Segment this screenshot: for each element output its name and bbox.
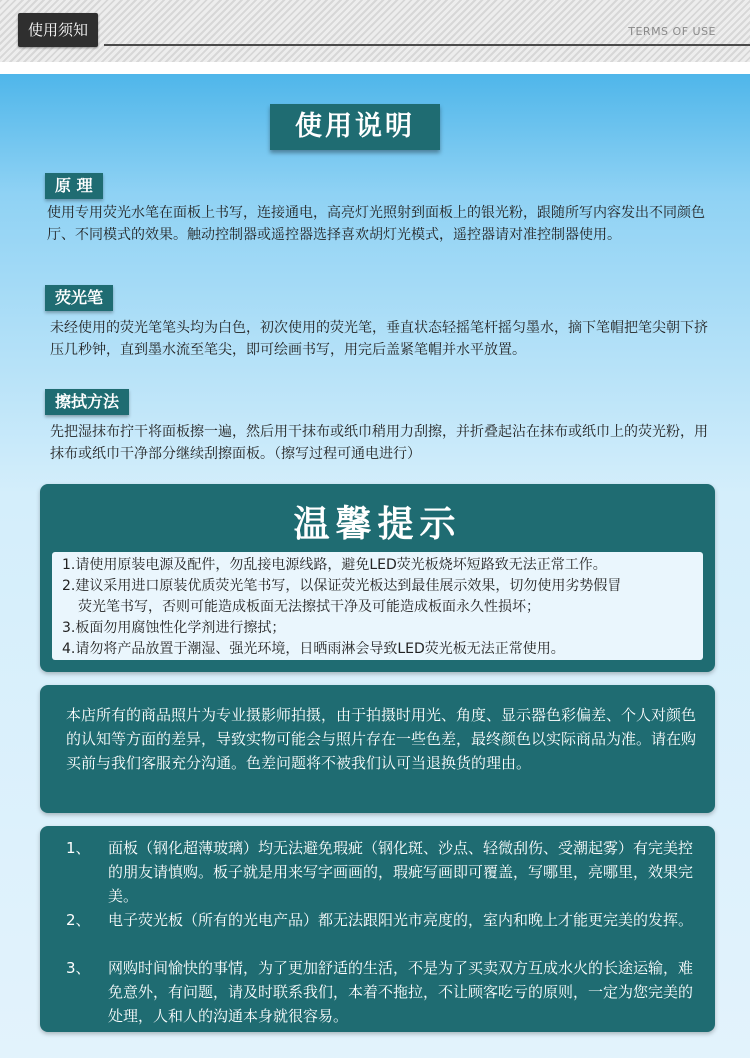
main-panel: [0, 74, 750, 1058]
disclaimer-item-text: 面板（钢化超薄玻璃）均无法避免瑕疵（钢化斑、沙点、轻微刮伤、受潮起雾）有完美控的朋友请慎购。板子就是用来写字画画的，瑕疵写画即可覆盖，写哪里，亮哪里，效果完美。: [108, 839, 694, 905]
disclaimer-item-text: 电子荧光板（所有的光电产品）都无法跟阳光市亮度的，室内和晚上才能更完美的发挥。: [108, 911, 694, 929]
tip-line: 4.请勿将产品放置于潮湿、强光环境，日晒雨淋会导致LED荧光板无法正常使用。: [62, 641, 565, 657]
disclaimer-item-number: 3、: [66, 959, 91, 977]
page-title: 使用说明: [270, 104, 440, 150]
tips-title: 温馨提示: [293, 504, 462, 545]
tips-list: [52, 552, 703, 660]
header-bar: [0, 0, 750, 62]
disclaimer-item: [66, 908, 696, 932]
section-label-principle: 原 理: [45, 173, 103, 199]
header-tab: 使用须知: [18, 13, 98, 47]
disclaimer-item: [66, 836, 696, 908]
section-text-principle: 使用专用荧光水笔在面板上书写，连接通电，高亮灯光照射到面板上的银光粉，跟随所写内容发出不同颜色厅、不同模式的效果。触动控制器或遥控器选择喜欢胡灯光模式，遥控器请对准控制器使用。: [47, 205, 705, 243]
section-label-cleaning: 擦拭方法: [45, 389, 129, 415]
tip-line: 荧光笔书写，否则可能造成板面无法擦拭干净及可能造成板面永久性损坏；: [78, 599, 540, 615]
disclaimer-item: [66, 956, 696, 1028]
section-text-cleaning: 先把湿抹布拧干将面板擦一遍，然后用干抹布或纸巾稍用力刮擦，并折叠起沾在抹布或纸巾上的荧光粉，用抹布或纸巾干净部分继续刮擦面板。（擦写过程可通电进行）: [50, 424, 708, 462]
disclaimer-item-number: 2、: [66, 911, 91, 929]
tip-line: 2.建议采用进口原装优质荧光笔书写，以保证荧光板达到最佳展示效果，切勿使用劣势假冒: [62, 578, 622, 594]
header-english-label: TERMS OF USE: [628, 25, 716, 38]
disclaimer-item-text: 网购时间愉快的事情，为了更加舒适的生活，不是为了买卖双方互成水火的长途运输，难免意外，有问题，请及时联系我们，本着不拖拉，不让顾客吃亏的原则，一定为您完美的处理，人和人的沟通本身就很容易。: [108, 959, 694, 1025]
disclaimer-box: [40, 826, 715, 1032]
photo-notice-box: [40, 685, 715, 813]
tip-line: 3.板面勿用腐蚀性化学剂进行擦拭；: [62, 620, 286, 636]
header-divider: [104, 44, 750, 46]
tip-line: 1.请使用原装电源及配件，勿乱接电源线路，避免LED荧光板烧坏短路致无法正常工作。: [62, 557, 607, 573]
section-label-pen: 荧光笔: [45, 285, 113, 311]
tips-box: [40, 484, 715, 672]
section-text-pen: 未经使用的荧光笔笔头均为白色，初次使用的荧光笔，垂直状态轻摇笔杆摇匀墨水，摘下笔帽把笔尖朝下挤压几秒钟，直到墨水流至笔尖，即可绘画书写，用完后盖紧笔帽并水平放置。: [50, 320, 708, 358]
photo-notice-text: 本店所有的商品照片为专业摄影师拍摄，由于拍摄时用光、角度、显示器色彩偏差、个人对颜色的认知等方面的差异，导致实物可能会与照片存在一些色差，最终颜色以实际商品为准。请在购买前与我们客服充分沟通。色差问题将不被我们认可当退换货的理由。: [66, 706, 697, 772]
disclaimer-item-number: 1、: [66, 839, 91, 857]
